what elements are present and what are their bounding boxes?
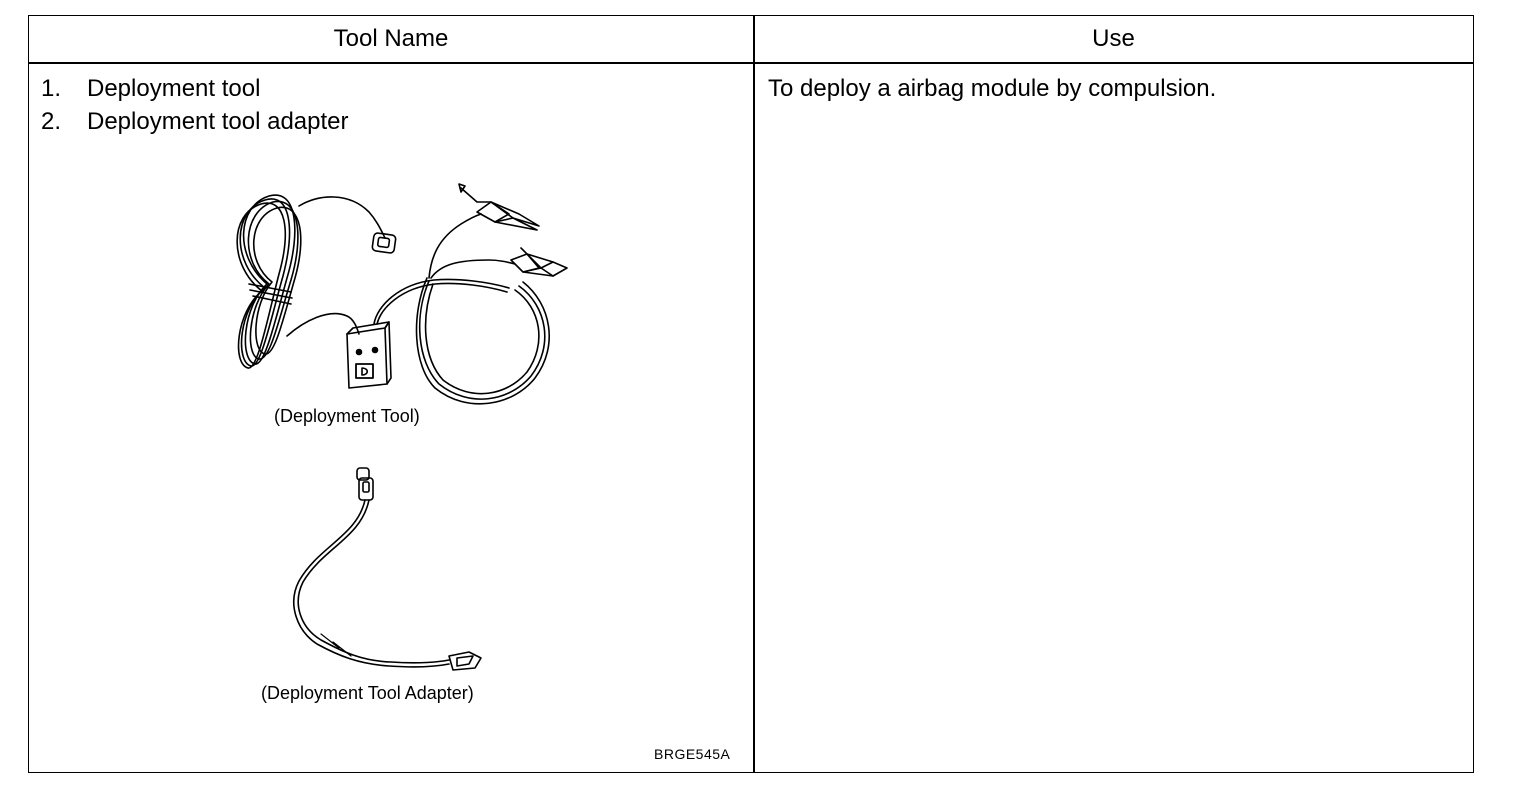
deployment-tool-caption: (Deployment Tool): [274, 406, 420, 426]
coiled-cable: [237, 195, 385, 368]
header-use: Use: [1092, 25, 1135, 52]
use-description: To deploy a airbag module by compulsion.: [768, 75, 1217, 102]
tool-illustrations: [29, 16, 753, 774]
tool-item-name: Deployment tool adapter: [87, 108, 349, 135]
figure-code: BRGE545A: [654, 746, 731, 762]
tool-item-name: Deployment tool: [87, 75, 261, 102]
alligator-clip-lower: [511, 248, 567, 276]
column-divider: [753, 16, 755, 772]
header-tool-name: Tool Name: [333, 25, 449, 52]
adapter-end-connector: [449, 652, 481, 670]
cable-loop: [417, 278, 550, 404]
control-box: [347, 322, 391, 388]
tool-item-number: 2.: [41, 108, 62, 135]
special-tool-table: [28, 15, 1474, 773]
alligator-clip-upper: [459, 184, 539, 230]
tool-item-number: 1.: [41, 75, 62, 102]
deployment-tool-drawing: [237, 184, 567, 404]
adapter-top-connector: [357, 468, 373, 500]
deployment-tool-adapter-drawing: [294, 468, 481, 670]
adapter-caption: (Deployment Tool Adapter): [261, 683, 474, 703]
